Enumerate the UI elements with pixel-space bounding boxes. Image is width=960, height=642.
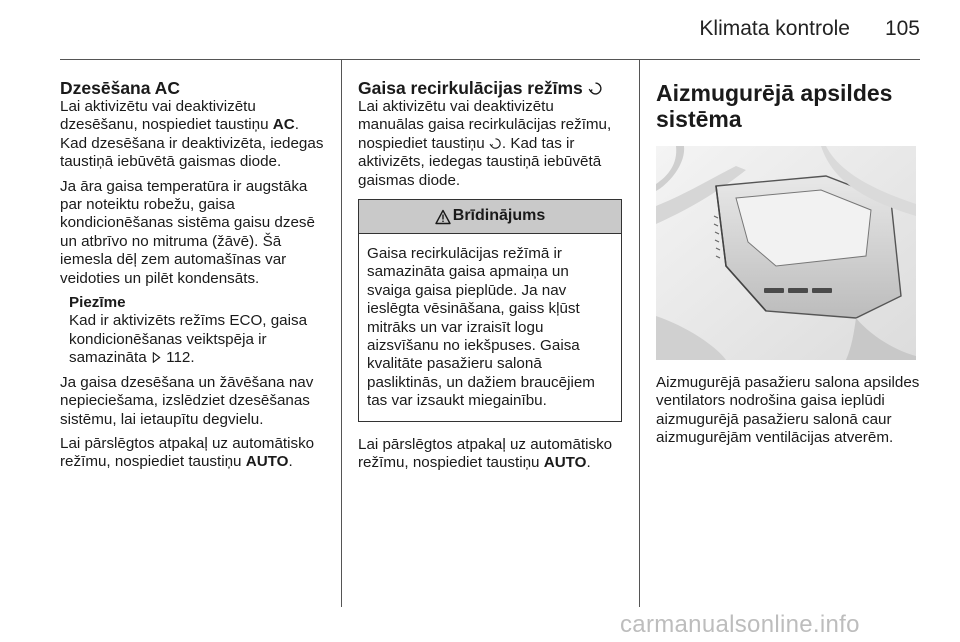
page-number: 105 xyxy=(884,17,920,40)
warning-triangle-icon xyxy=(435,209,451,225)
warning-text: Gaisa recirkulācijas režīmā ir samazināta gaisa apmaiņa un svaiga gaisa pieplūde. Ja nav ieslēgta vēsināšana, gaiss kļūst mitrāks un var izraisīt logu aizsvīšanu no iekšpuses. Gaisa kvalitāte pasažieru salonā pasliktinās, un dažiem braucējiem tas var izsaukt miegainību. xyxy=(367,245,595,410)
paragraph: Lai aktivizētu vai deaktivizētu dzesēšanu, nospiediet taustiņu AC. Kad dzesēšana ir deaktivizēta, iedegas taustiņā iebūvētā gaismas diode. xyxy=(60,98,324,171)
column-divider-2 xyxy=(639,60,640,607)
note-text: Kad ir aktivizēts režīms ECO, gaisa kondicionēšanas veiktspēja ir samazināta 112. xyxy=(69,312,308,367)
column-recirculation xyxy=(358,60,622,479)
paragraph: Aizmugurējā pasažieru salona apsildes ventilators nodrošina gaisa ieplūdi aizmugurējā pasažieru salonā caur aizmugurējām ventilācijas atverēm. xyxy=(656,374,920,447)
column-divider-1 xyxy=(341,60,342,607)
running-header-title: Klimata kontrole xyxy=(699,17,850,40)
recirculation-icon xyxy=(489,137,502,150)
warning-box xyxy=(358,199,622,422)
rear-heater-vent-photo xyxy=(656,146,916,360)
paragraph: Ja āra gaisa temperatūra ir augstāka par noteiktu robežu, gaisa kondicionēšanas sistēma gaisu dzesē un atbrīvo no mitruma (žāvē). Šā iemesla dēļ zem automašīnas var veidoties un pilēt kondensāts. xyxy=(60,177,315,287)
recirculation-icon xyxy=(588,81,603,96)
watermark: carmanualsonline.info xyxy=(620,611,860,638)
note-title: Piezīme xyxy=(69,294,126,312)
note-block xyxy=(60,294,330,368)
key-label-auto: AUTO xyxy=(245,453,289,471)
paragraph: Ja gaisa dzesēšana un žāvēšana nav nepieciešama, izslēdziet dzesēšanas sistēmu, lai ietaupītu degvielu. xyxy=(60,373,314,428)
section-heading-recirculation: Gaisa recirkulācijas režīms xyxy=(358,78,622,98)
paragraph: Lai pārslēgtos atpakaļ uz automātisko režīmu, nospiediet taustiņu AUTO. xyxy=(60,434,315,471)
column-rear-heater xyxy=(656,60,922,454)
paragraph: Lai aktivizētu vai deaktivizētu manuālas gaisa recirkulācijas režīmu, nospiediet taustiņu . Kad tas ir aktivizēts, iedegas taustiņā iebūvētā gaismas diode. xyxy=(358,98,612,189)
paragraph: Lai pārslēgtos atpakaļ uz automātisko režīmu, nospiediet taustiņu AUTO. xyxy=(358,435,613,472)
page-reference-arrow-icon xyxy=(151,352,162,363)
section-heading-rear-heater: Aizmugurējā apsildes sistēma xyxy=(656,80,893,132)
page-reference: 112. xyxy=(161,349,195,367)
key-label-ac: AC xyxy=(272,116,295,134)
key-label-auto: AUTO xyxy=(543,454,587,472)
warning-header xyxy=(359,200,621,234)
warning-title: Brīdinājums xyxy=(452,207,546,225)
section-heading-ac: Dzesēšana AC xyxy=(60,78,180,98)
column-ac-cooling xyxy=(60,60,330,478)
